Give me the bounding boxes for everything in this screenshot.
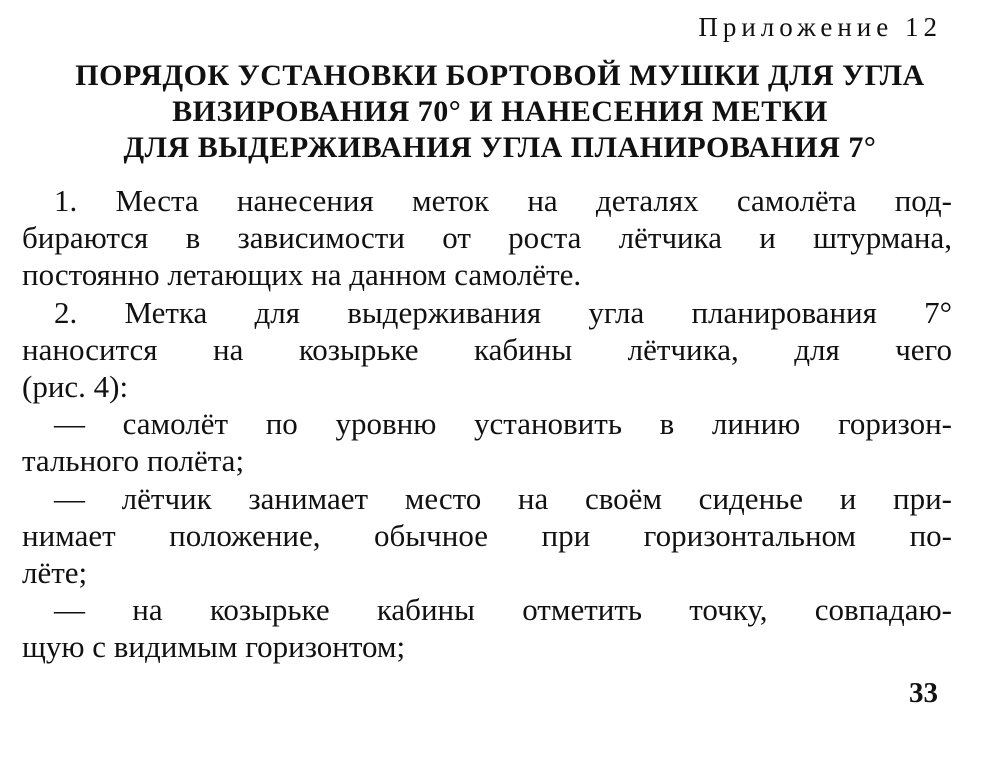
- paragraph-1-line: бираются в зависимости от роста лётчика и штурмана,: [22, 220, 952, 256]
- title-line: ВИЗИРОВАНИЯ 70° И НАНЕСЕНИЯ МЕТКИ: [172, 95, 828, 128]
- paragraph-1-line: 1. Места нанесения меток на деталях самолёта под-: [54, 183, 952, 218]
- title-line: ДЛЯ ВЫДЕРЖИВАНИЯ УГЛА ПЛАНИРОВАНИЯ 7°: [123, 131, 877, 164]
- list-item-line: нимает положение, обычное при горизонтальном по-: [22, 517, 952, 553]
- page-number: 33: [909, 677, 938, 709]
- paragraph-1-line: постоянно летающих на данном самолёте.: [22, 257, 582, 293]
- list-item-line: — на козырьке кабины отметить точку, совпадаю-: [54, 592, 952, 628]
- list-item-line: тального полёта;: [22, 443, 245, 479]
- body-text: [22, 182, 952, 666]
- appendix-label: Приложение 12: [698, 12, 942, 42]
- paragraph-2-line: 2. Метка для выдерживания угла планирования 7°: [54, 294, 952, 330]
- paragraph-2-line: (рис. 4):: [22, 369, 129, 405]
- paragraph-2-line: наносится на козырьке кабины лётчика, для чего: [22, 331, 952, 367]
- list-item-line: — лётчик занимает место на своём сиденье и при-: [54, 480, 952, 516]
- title-line: ПОРЯДОК УСТАНОВКИ БОРТОВОЙ МУШКИ ДЛЯ УГЛА: [75, 59, 925, 92]
- list-item-line: лёте;: [22, 555, 88, 591]
- list-item-line: — самолёт по уровню установить в линию горизон-: [54, 406, 952, 442]
- list-item-line: щую с видимым горизонтом;: [22, 629, 406, 665]
- document-title: [0, 58, 1000, 166]
